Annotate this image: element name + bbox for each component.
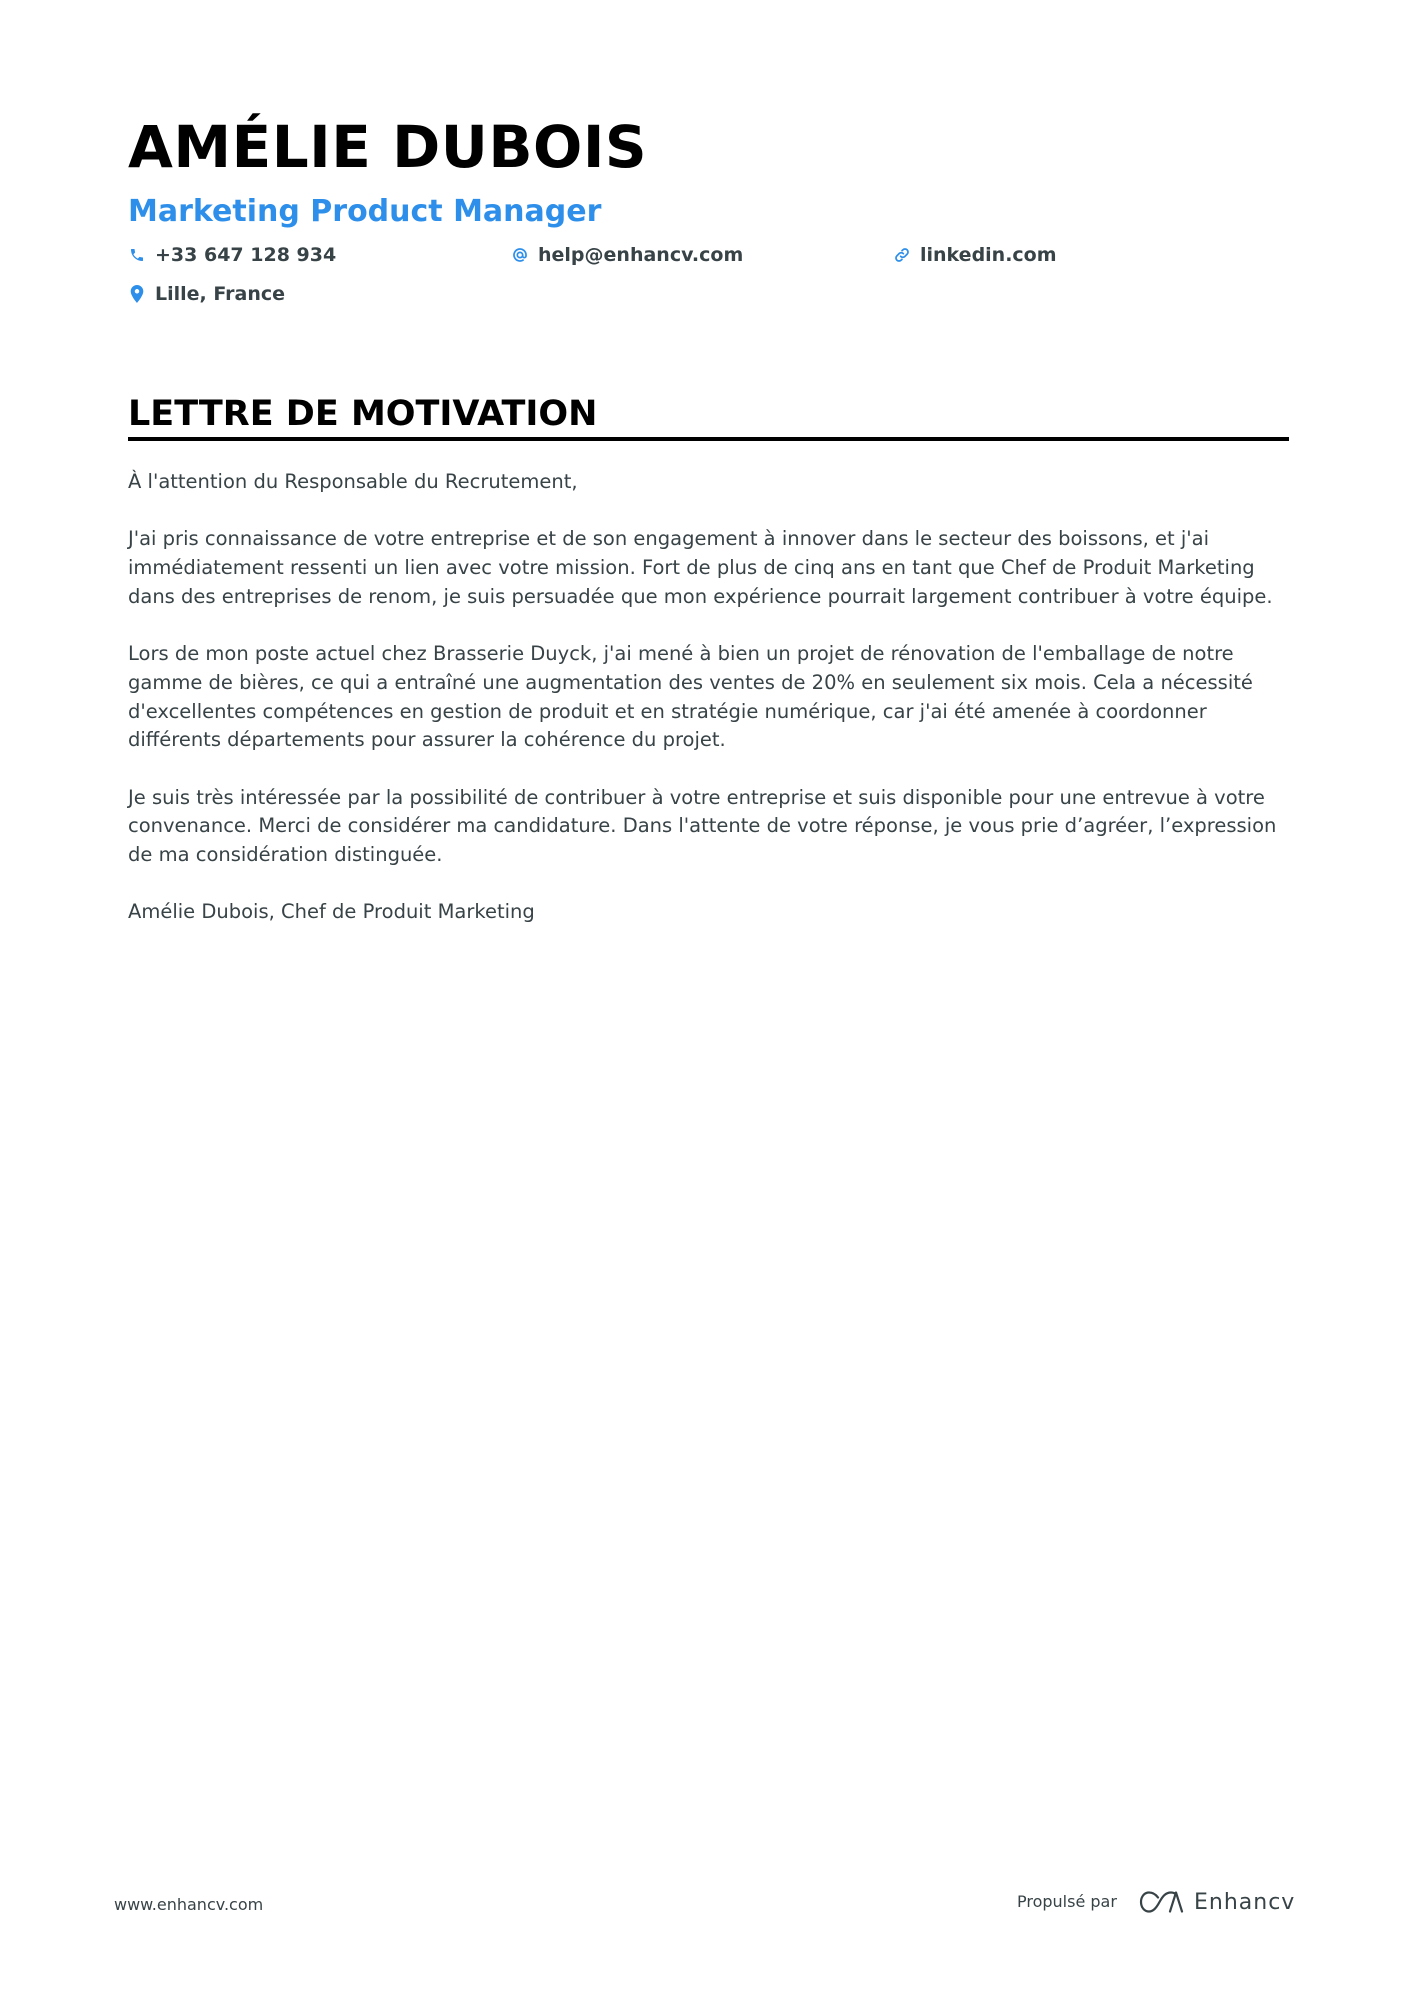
contact-linkedin-text: linkedin.com [920, 244, 1057, 266]
link-icon [893, 246, 911, 264]
location-pin-icon [128, 285, 146, 303]
contact-location [128, 280, 285, 308]
job-title: Marketing Product Manager [128, 194, 602, 229]
footer-url[interactable]: www.enhancv.com [114, 1895, 264, 1914]
section-title: LETTRE DE MOTIVATION [128, 394, 598, 434]
contact-email[interactable] [511, 241, 743, 269]
letter-paragraph: Lors de mon poste actuel chez Brasserie Duyck, j'ai mené à bien un projet de rénovation de l'emballage de notre gamme de bières, ce qui a entraîné une augmentation des ventes de 20% en seulement six mois. Cela a nécessité d'excellentes compétences en gestion de produit et en stratégie numérique, car j'ai été amenée à coordonner différents départements pour assurer la cohérence du projet. [128, 642, 1253, 752]
letter-salutation: À l'attention du Responsable du Recrutement, [128, 470, 578, 493]
letter-paragraph: Je suis très intéressée par la possibilité de contribuer à votre entreprise et suis disponible pour une entrevue à votre convenance. Merci de considérer ma candidature. Dans l'attente de votre réponse, je vous prie d’agréer, l’expression de ma considération distinguée. [128, 785, 1277, 867]
contact-location-text: Lille, France [155, 283, 285, 305]
powered-by-label: Propulsé par [1017, 1892, 1117, 1911]
enhancv-logo-icon [1138, 1889, 1184, 1915]
at-icon [511, 246, 529, 264]
letter-signature: Amélie Dubois, Chef de Produit Marketing [128, 900, 535, 924]
phone-icon [128, 246, 146, 264]
contact-linkedin[interactable] [893, 241, 1057, 269]
enhancv-brand-name: Enhancv [1194, 1889, 1296, 1915]
letter-paragraph: J'ai pris connaissance de votre entreprise et de son engagement à innover dans le secteur des boissons, et j'ai immédiatement ressenti un lien avec votre mission. Fort de plus de cinq ans en tant que Chef de Produit Marketing dans des entreprises de renom, je suis persuadée que mon expérience pourrait largement contribuer à votre équipe. [128, 527, 1273, 608]
contact-email-text: help@enhancv.com [538, 244, 744, 266]
letter-body [128, 468, 1298, 956]
contact-phone[interactable] [128, 241, 336, 269]
candidate-name: AMÉLIE DUBOIS [128, 113, 648, 181]
enhancv-brand[interactable] [1138, 1886, 1295, 1918]
contact-phone-text: +33 647 128 934 [155, 244, 337, 266]
section-divider [128, 437, 1289, 441]
